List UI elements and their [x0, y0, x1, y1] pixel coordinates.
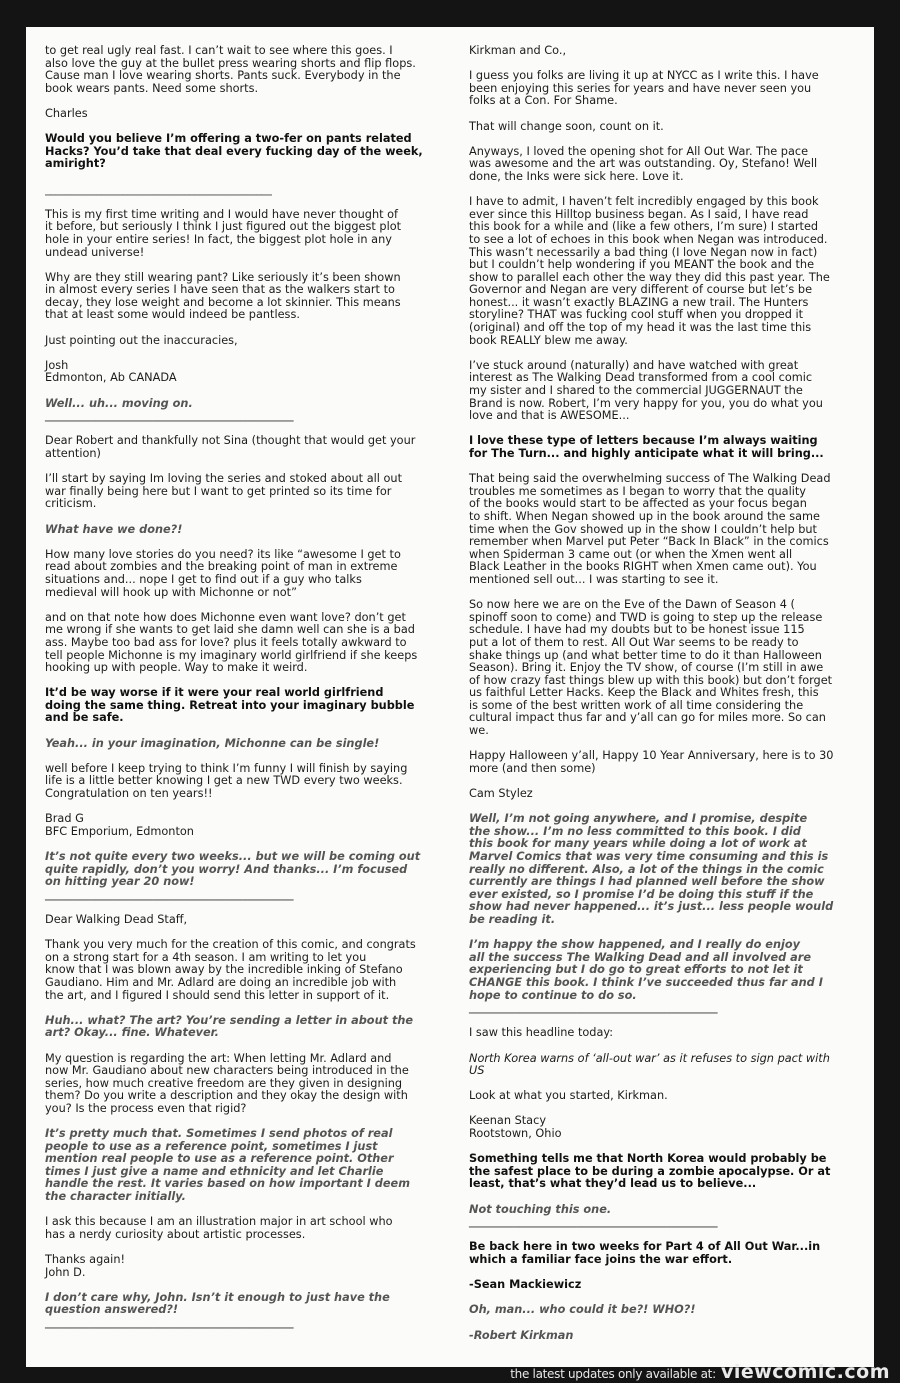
left_column-paragraph: Dear Robert and thankfully not Sina (thought that would get your attention) — [45, 434, 416, 460]
left_column-paragraph: How many love stories do you need? its like “awesome I get to read about zombies and the breaking point of man in extreme situations and... nope I get to find out if a guy who talks medieval will hook up with Michonne or not” — [45, 547, 401, 599]
left_column-paragraph: to get real ugly real fast. I can’t wait to see where this goes. I also love the guy at the bullet press wearing shorts and flip flops. Cause man I love wearing shorts. Pants suck. Everybody in the book wears pants. Need some shorts. — [45, 44, 416, 95]
left_column-paragraph: This is my first time writing and I would have never thought of it before, but seriously I think I just figured out the biggest plot hole in your entire series! In fact, the biggest plot hole in any undead universe! — [45, 207, 402, 259]
right_column-paragraph: I have to admit, I haven’t felt incredibly engaged by this book ever since this Hilltop business began. As I said, I have read this book for a while and (like a few others, I’m sure) I started to see a lot of echoes in this book when Negan was introduced. This wasn’t necessarily a bad thing (I love Negan now in fact) but I couldn’t help wondering if you MEANT the book and the show to parallel each other the way they did this past year. The Governor and Negan are very different of course but let’s be honest... it wasn’t exactly BLAZING a new trail. The Hunters storyline? THAT was fucking cool stuff when you dropped it (original) and off the top of my head it was the last time this book REALLY blew me away. — [469, 195, 830, 347]
right_column-paragraph: Happy Halloween y’all, Happy 10 Year Anniversary, here is to 30 more (and then some) — [469, 749, 834, 775]
left_column-paragraph: It’s pretty much that. Sometimes I send photos of real people to use as a reference point, sometimes I just mention real people to use as a reference point. Other times I just give a name and ethnicity and let Charlie handle the rest. It varies based on how important I deem the character initially. — [45, 1127, 410, 1204]
left_column-paragraph: It’s not quite every two weeks... but we will be coming out quite rapidly, don’t you worry! And thanks... I’m focused on hitting year 20 now! ____________________________________________ — [45, 850, 421, 901]
left_column-paragraph: Why are they still wearing pant? Like seriously it’s been shown in almost every series I have seen that as the walkers start to decay, they lose weight and become a lot skinnier. This means that at least some would indeed be pantless. — [45, 270, 401, 322]
right_column-paragraph: I’ve stuck around (naturally) and have watched with great interest as The Walking Dead transformed from a cool comic my sister and I shared to the commercial JUGGERNAUT the Brand is now. Robert, I’m very happy for you, you do what you love and that is AWESOME... — [469, 358, 823, 423]
right_column-paragraph: Look at what you started, Kirkman. — [469, 1089, 668, 1103]
right_column-paragraph: That will change soon, count on it. — [469, 119, 664, 133]
right_column-paragraph: Anyways, I loved the opening shot for All Out War. The pace was awesome and the art was outstanding. Oy, Stefano! Well done, the Inks were sick here. Love it. — [469, 144, 818, 183]
right_column-paragraph: -Robert Kirkman — [469, 1328, 574, 1342]
watermark-site: viewcomic.com — [720, 1361, 890, 1383]
letters-page — [26, 27, 874, 1367]
left_column-paragraph: I ask this because I am an illustration major in art school who has a nerdy curiosity about artistic processes. — [45, 1215, 393, 1241]
right_column-paragraph: I guess you folks are living it up at NYCC as I write this. I have been enjoying this series for years and have never seen you folks at a Con. For Shame. — [469, 69, 819, 108]
right_column-paragraph: I love these type of letters because I’m always waiting for The Turn... and highly anticipate what it will bring... — [469, 434, 824, 460]
left_column-paragraph: Charles — [45, 106, 88, 120]
left_column-paragraph: Thanks again! John D. — [45, 1253, 126, 1279]
right_column-paragraph: I’m happy the show happened, and I really do enjoy all the success The Walking Dead and all involved are experiencing but I do go to great efforts to not let it CHANGE this book. I think I’ve succeeded thus far and I hope to continue to do so. ____________________________________________ — [469, 938, 823, 1015]
left_column-paragraph: well before I keep trying to think I’m funny I will finish by saying life is a little better knowing I get a new TWD every two weeks. Congratulation on ten years!! — [45, 761, 408, 801]
left-column — [45, 45, 445, 1342]
right_column-paragraph: That being said the overwhelming success of The Walking Dead troubles me sometimes as I began to worry that the quality of the books would start to be affected as your focus began to shift. When Negan showed up in the book around the same time when the Gov showed up in the show I couldn’t help but remember when Marvel put Peter “Back In Black” in the comics when Spiderman 3 came out (or when the Xmen went all Black Leather in the books RIGHT when Xmen came out). You mentioned sell out... I was starting to see it. — [469, 472, 831, 586]
right_column-paragraph: I saw this headline today: — [469, 1026, 614, 1040]
watermark — [510, 1361, 890, 1383]
left_column-paragraph: It’d be way worse if it were your real world girlfriend doing the same thing. Retreat into your imaginary bubble and be safe. — [45, 686, 415, 725]
left_column-paragraph: Well... uh... moving on. ____________________________________________ — [45, 396, 294, 423]
left_column-paragraph: Would you believe I’m offering a two-fer on pants related Hacks? You’d take that deal every fucking day of the week, amiright? — [45, 132, 423, 171]
left_column-paragraph: and on that note how does Michonne even want love? don’t get me wrong if she wants to get laid she damn well can she is a bad ass. Maybe too bad ass for love? plus it feels totally awkward to tell people Michonne is my imaginary world girlfriend if she keeps hooking up with people. Way to make it weird. — [45, 610, 418, 675]
right_column-paragraph: Kirkman and Co., — [469, 44, 567, 57]
left_column-paragraph: Thank you very much for the creation of this comic, and congrats on a strong start for a 4th season. I am writing to let you know that I was blown away by the incredible inking of Stefano Gaudiano. Him and Mr. Adlard are doing an incredible job with the art, and I figured I should send this letter in support of it. — [45, 938, 416, 1002]
right_column-paragraph: Well, I’m not going anywhere, and I promise, despite the show... I’m no less committed to this book. I did this book for many years while doing a lot of work at Marvel Comics that was very time consuming and this is really no different. Also, a lot of the things in the comic currently are things I had planned well before the show ever existed, so I promise I’d be doing this stuff if the show had never happened... it’s just... less people would be reading it. — [469, 812, 834, 926]
right_column-paragraph: Cam Stylez — [469, 787, 533, 801]
left_column-paragraph: I don’t care why, John. Isn’t it enough to just have the question answered?! ____________________________________________ — [45, 1290, 390, 1329]
left_column-paragraph: Huh... what? The art? You’re sending a letter in about the art? Okay... fine. Whatever. — [45, 1013, 414, 1040]
right_column-paragraph: Oh, man... who could it be?! WHO?! — [469, 1303, 696, 1317]
left_column-paragraph: I’ll start by saying Im loving the series and stoked about all out war finally being here but I want to get printed so its time for criticism. — [45, 472, 402, 511]
right_column-paragraph: Keenan Stacy Rootstown, Ohio — [469, 1114, 562, 1141]
left_column-paragraph: Brad G BFC Emporium, Edmonton — [45, 812, 194, 838]
right-column — [469, 45, 869, 1355]
watermark-prefix: the latest updates only available at: — [510, 1367, 716, 1381]
left_column-paragraph: Yeah... in your imagination, Michonne can be single! — [45, 736, 380, 750]
left_column-paragraph: Josh Edmonton, Ab CANADA — [45, 358, 177, 385]
right_column-paragraph: Not touching this one. ____________________________________________ — [469, 1202, 718, 1229]
right_column-paragraph: So now here we are on the Eve of the Dawn of Season 4 ( spinoff soon to come) and TWD is going to step up the release schedule. I have had my doubts but to be honest issue 115 put a lot of them to rest. All Out War seems to be ready to shake things up (and what better time to do it than Halloween Season). Bring it. Enjoy the TV show, of course (I’m still in awe of how crazy fast things blew up with this book) but don’t forget us faithful Letter Hacks. Keep the Black and Whites fresh, this is some of the best written work of all time considering the cultural impact thus far and y’all can go for miles more. So can we. — [469, 598, 833, 738]
left_column-paragraph: Just pointing out the inaccuracies, — [45, 333, 238, 347]
left_column-paragraph: ____________________________________________ — [45, 183, 272, 196]
right_column-paragraph: -Sean Mackiewicz — [469, 1278, 582, 1292]
left_column-paragraph: What have we done?! — [45, 522, 183, 536]
right_column-paragraph: Be back here in two weeks for Part 4 of All Out War...in which a familiar face joins the war effort. — [469, 1240, 821, 1266]
left_column-paragraph: Dear Walking Dead Staff, — [45, 912, 188, 926]
right_column-paragraph: Something tells me that North Korea would probably be the safest place to be during a zombie apocalypse. Or at least, that’s what they’d lead us to believe... — [469, 1152, 831, 1191]
right_column-paragraph: North Korea warns of ‘all-out war’ as it refuses to sign pact with US — [469, 1051, 830, 1078]
left_column-paragraph: My question is regarding the art: When letting Mr. Adlard and now Mr. Gaudiano about new characters being introduced in the series, how much creative freedom are they given in designing them? Do you write a description and they okay the design with you? Is the process even that rigid? — [45, 1051, 409, 1115]
